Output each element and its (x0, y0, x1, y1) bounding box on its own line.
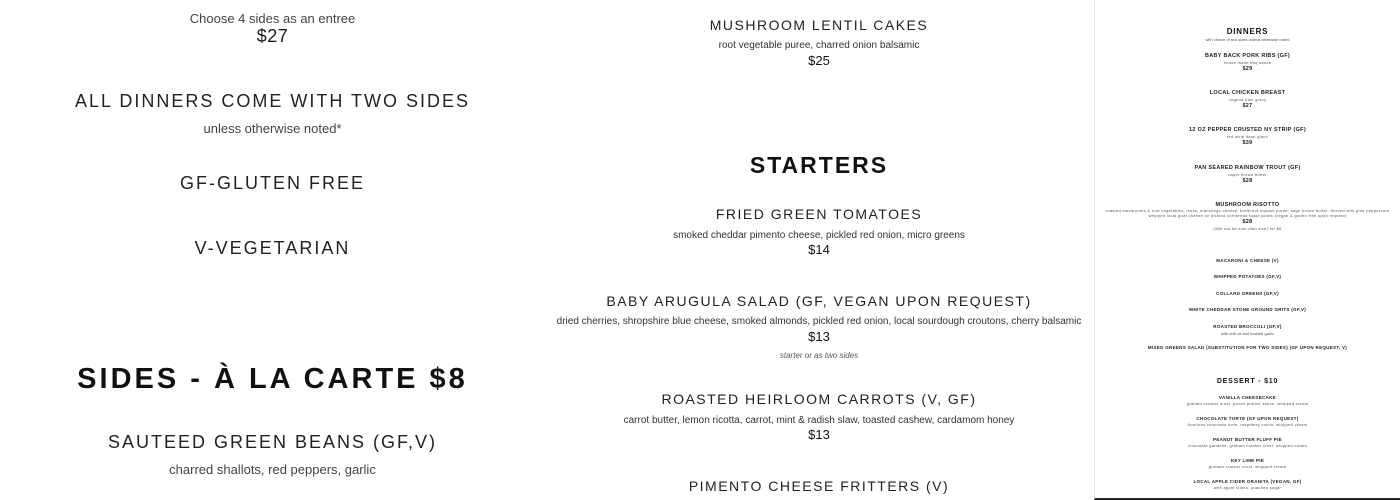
mini-dinners-title: DINNERS (1226, 27, 1269, 36)
entree-note: Choose 4 sides as an entree (189, 11, 356, 26)
mini-dinner-item: PAN SEARED RAINBOW TROUT (GF) caper brown butter $28 (1194, 165, 1301, 184)
mini-dinner-item: BABY BACK PORK RIBS (GF) house made bbq sauce $29 (1204, 53, 1291, 72)
menu-item-title: MUSHROOM LENTIL CAKES (709, 17, 929, 33)
sides-heading: SIDES - À LA CARTE $8 (77, 363, 468, 395)
mini-dessert-title: DESSERT - $10 (1216, 378, 1279, 385)
middle-menu-column (545, 0, 1093, 500)
starter-title: BABY ARUGULA SALAD (GF, VEGAN UPON REQUEST) (606, 293, 1032, 309)
menu-item-price: $25 (808, 53, 830, 68)
side-item-description: charred shallots, red peppers, garlic (169, 462, 376, 477)
starter-price: $13 (808, 329, 830, 344)
mini-side-description: with chili oil and toasted garlic (1221, 331, 1274, 336)
mini-side-item: WHIPPED POTATOES (GF,V) (1213, 274, 1282, 279)
starters-heading: STARTERS (749, 152, 889, 178)
starter-price: $13 (808, 427, 830, 442)
starter-price: $14 (808, 242, 830, 257)
gluten-free-key: GF-GLUTEN FREE (179, 173, 365, 193)
starter-title: ROASTED HEIRLOOM CARROTS (V, GF) (661, 391, 977, 407)
dinners-sides-heading: ALL DINNERS COME WITH TWO SIDES (74, 91, 471, 111)
entree-price: $27 (256, 26, 289, 46)
starter-note: starter or as two sides (779, 351, 859, 360)
starter-description: smoked cheddar pimento cheese, pickled red onion, micro greens (673, 230, 965, 241)
starter-title: FRIED GREEN TOMATOES (715, 206, 923, 222)
starter-description: carrot butter, lemon ricotta, carrot, mint & radish slaw, toasted cashew, cardamom honey (623, 415, 1015, 426)
starter-description: dried cherries, shropshire blue cheese, smoked almonds, pickled red onion, local sourdough croutons, cherry balsamic (556, 316, 1082, 327)
mini-dessert-item: CHOCOLATE TORTE (GF UPON REQUEST) flourless chocolate torte, raspberry coulis, whipped cream (1187, 416, 1308, 428)
starter-title: PIMENTO CHEESE FRITTERS (V) (688, 478, 950, 494)
mini-dinner-item: LOCAL CHICKEN BREAST virginia ham gravy $27 (1209, 90, 1286, 109)
printed-menu-image (1094, 0, 1400, 500)
mini-side-item: WHITE CHEDDAR STONE GROUND GRITS (GF,V) (1188, 307, 1307, 312)
mini-side-item: MIXED GREENS SALAD (SUBSTITUTION FOR TWO SIDES) (GF UPON REQUEST, V) (1147, 345, 1348, 350)
mini-dinner-item: 12 OZ PEPPER CRUSTED NY STRIP (GF) red wine demi glace $39 (1189, 127, 1306, 146)
mini-side-item: COLLARD GREENS (GF,V) (1216, 291, 1279, 296)
mini-dinner-item: MUSHROOM RISOTTO roasted mushrooms & root vegetables, leeks, manchego cheese, butternut squash puree, sage brown butter. Served with pine peppercorn whipped local goat cheese on pickled cornbread toast points (vegan & gluten free upon request) $28 (Will not be side dish size) for $6 (1105, 202, 1390, 232)
mini-dessert-item: LOCAL APPLE CIDER GRANITA (VEGAN, GF) with apple slices, poached sugar (1193, 479, 1302, 491)
menu-item-description: root vegetable puree, charred onion balsamic (718, 40, 920, 51)
mini-dinners-subtitle: with choice of two sides unless otherwise noted (1205, 37, 1290, 42)
side-item-title: SAUTEED GREEN BEANS (GF,V) (107, 432, 438, 452)
mini-side-item: MACARONI & CHEESE (V) (1216, 258, 1279, 263)
vegetarian-key: V-VEGETARIAN (194, 238, 351, 258)
mini-dessert-item: PEANUT BUTTER FLUFF PIE chocolate ganache, graham cracker crust, whipped cream (1188, 437, 1307, 449)
left-menu-column (0, 0, 545, 500)
mini-side-item: ROASTED BROCCOLI (GF,V) (1213, 324, 1282, 329)
dinners-sides-subtext: unless otherwise noted* (203, 121, 342, 136)
mini-dessert-item: VANILLA CHEESECAKE graham cracker crust, pecan praline sauce, whipped cream (1186, 395, 1309, 407)
mini-dessert-item: KEY LIME PIE graham cracker crust, whipped cream (1208, 458, 1287, 470)
